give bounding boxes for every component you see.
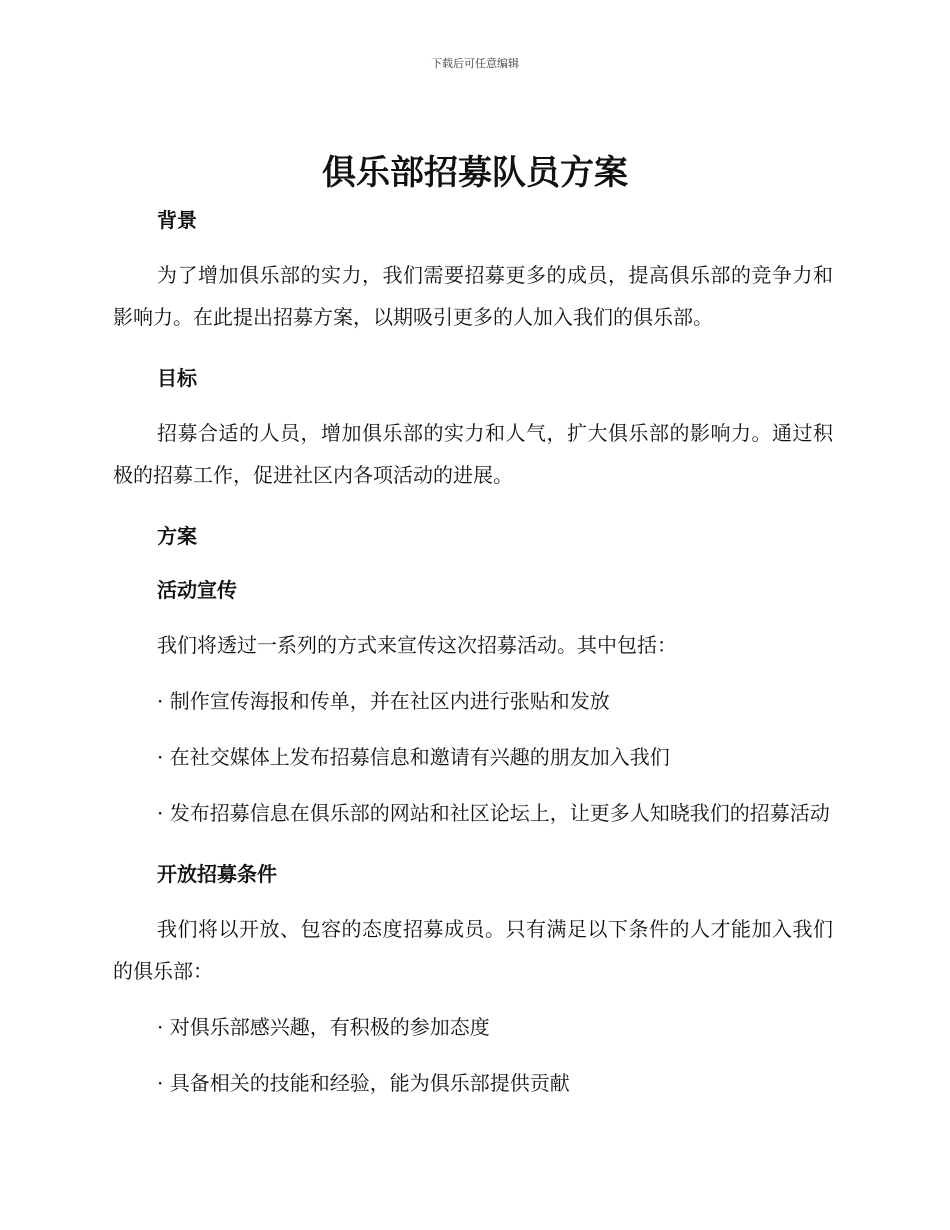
subsection-heading-promotion: 活动宣传	[157, 578, 237, 602]
subsection-heading-conditions: 开放招募条件	[157, 862, 277, 886]
section-heading-plan: 方案	[157, 524, 197, 548]
list-item: · 在社交媒体上发布招募信息和邀请有兴趣的朋友加入我们	[157, 745, 670, 769]
list-item: · 制作宣传海报和传单，并在社区内进行张贴和发放	[157, 689, 610, 713]
section-heading-goal: 目标	[157, 366, 197, 390]
list-item: · 发布招募信息在俱乐部的网站和社区论坛上，让更多人知晓我们的招募活动	[157, 801, 830, 825]
header-note: 下载后可任意编辑	[431, 57, 519, 70]
document-title: 俱乐部招募队员方案	[322, 153, 628, 193]
list-item: · 对俱乐部感兴趣，有积极的参加态度	[157, 1015, 490, 1039]
section-heading-background: 背景	[157, 208, 197, 232]
list-item: · 具备相关的技能和经验，能为俱乐部提供贡献	[157, 1071, 570, 1095]
paragraph-conditions-intro: 我们将以开放、包容的态度招募成员。只有满足以下条件的人才能加入我们的俱乐部：	[113, 917, 833, 983]
paragraph-promotion-intro: 我们将透过一系列的方式来宣传这次招募活动。其中包括：	[157, 633, 677, 657]
paragraph-background: 为了增加俱乐部的实力，我们需要招募更多的成员，提高俱乐部的竞争力和影响力。在此提出招募方案，以期吸引更多的人加入我们的俱乐部。	[113, 263, 833, 329]
document-body	[113, 200, 833, 1104]
paragraph-goal: 招募合适的人员，增加俱乐部的实力和人气，扩大俱乐部的影响力。通过积极的招募工作，促进社区内各项活动的进展。	[113, 421, 833, 487]
